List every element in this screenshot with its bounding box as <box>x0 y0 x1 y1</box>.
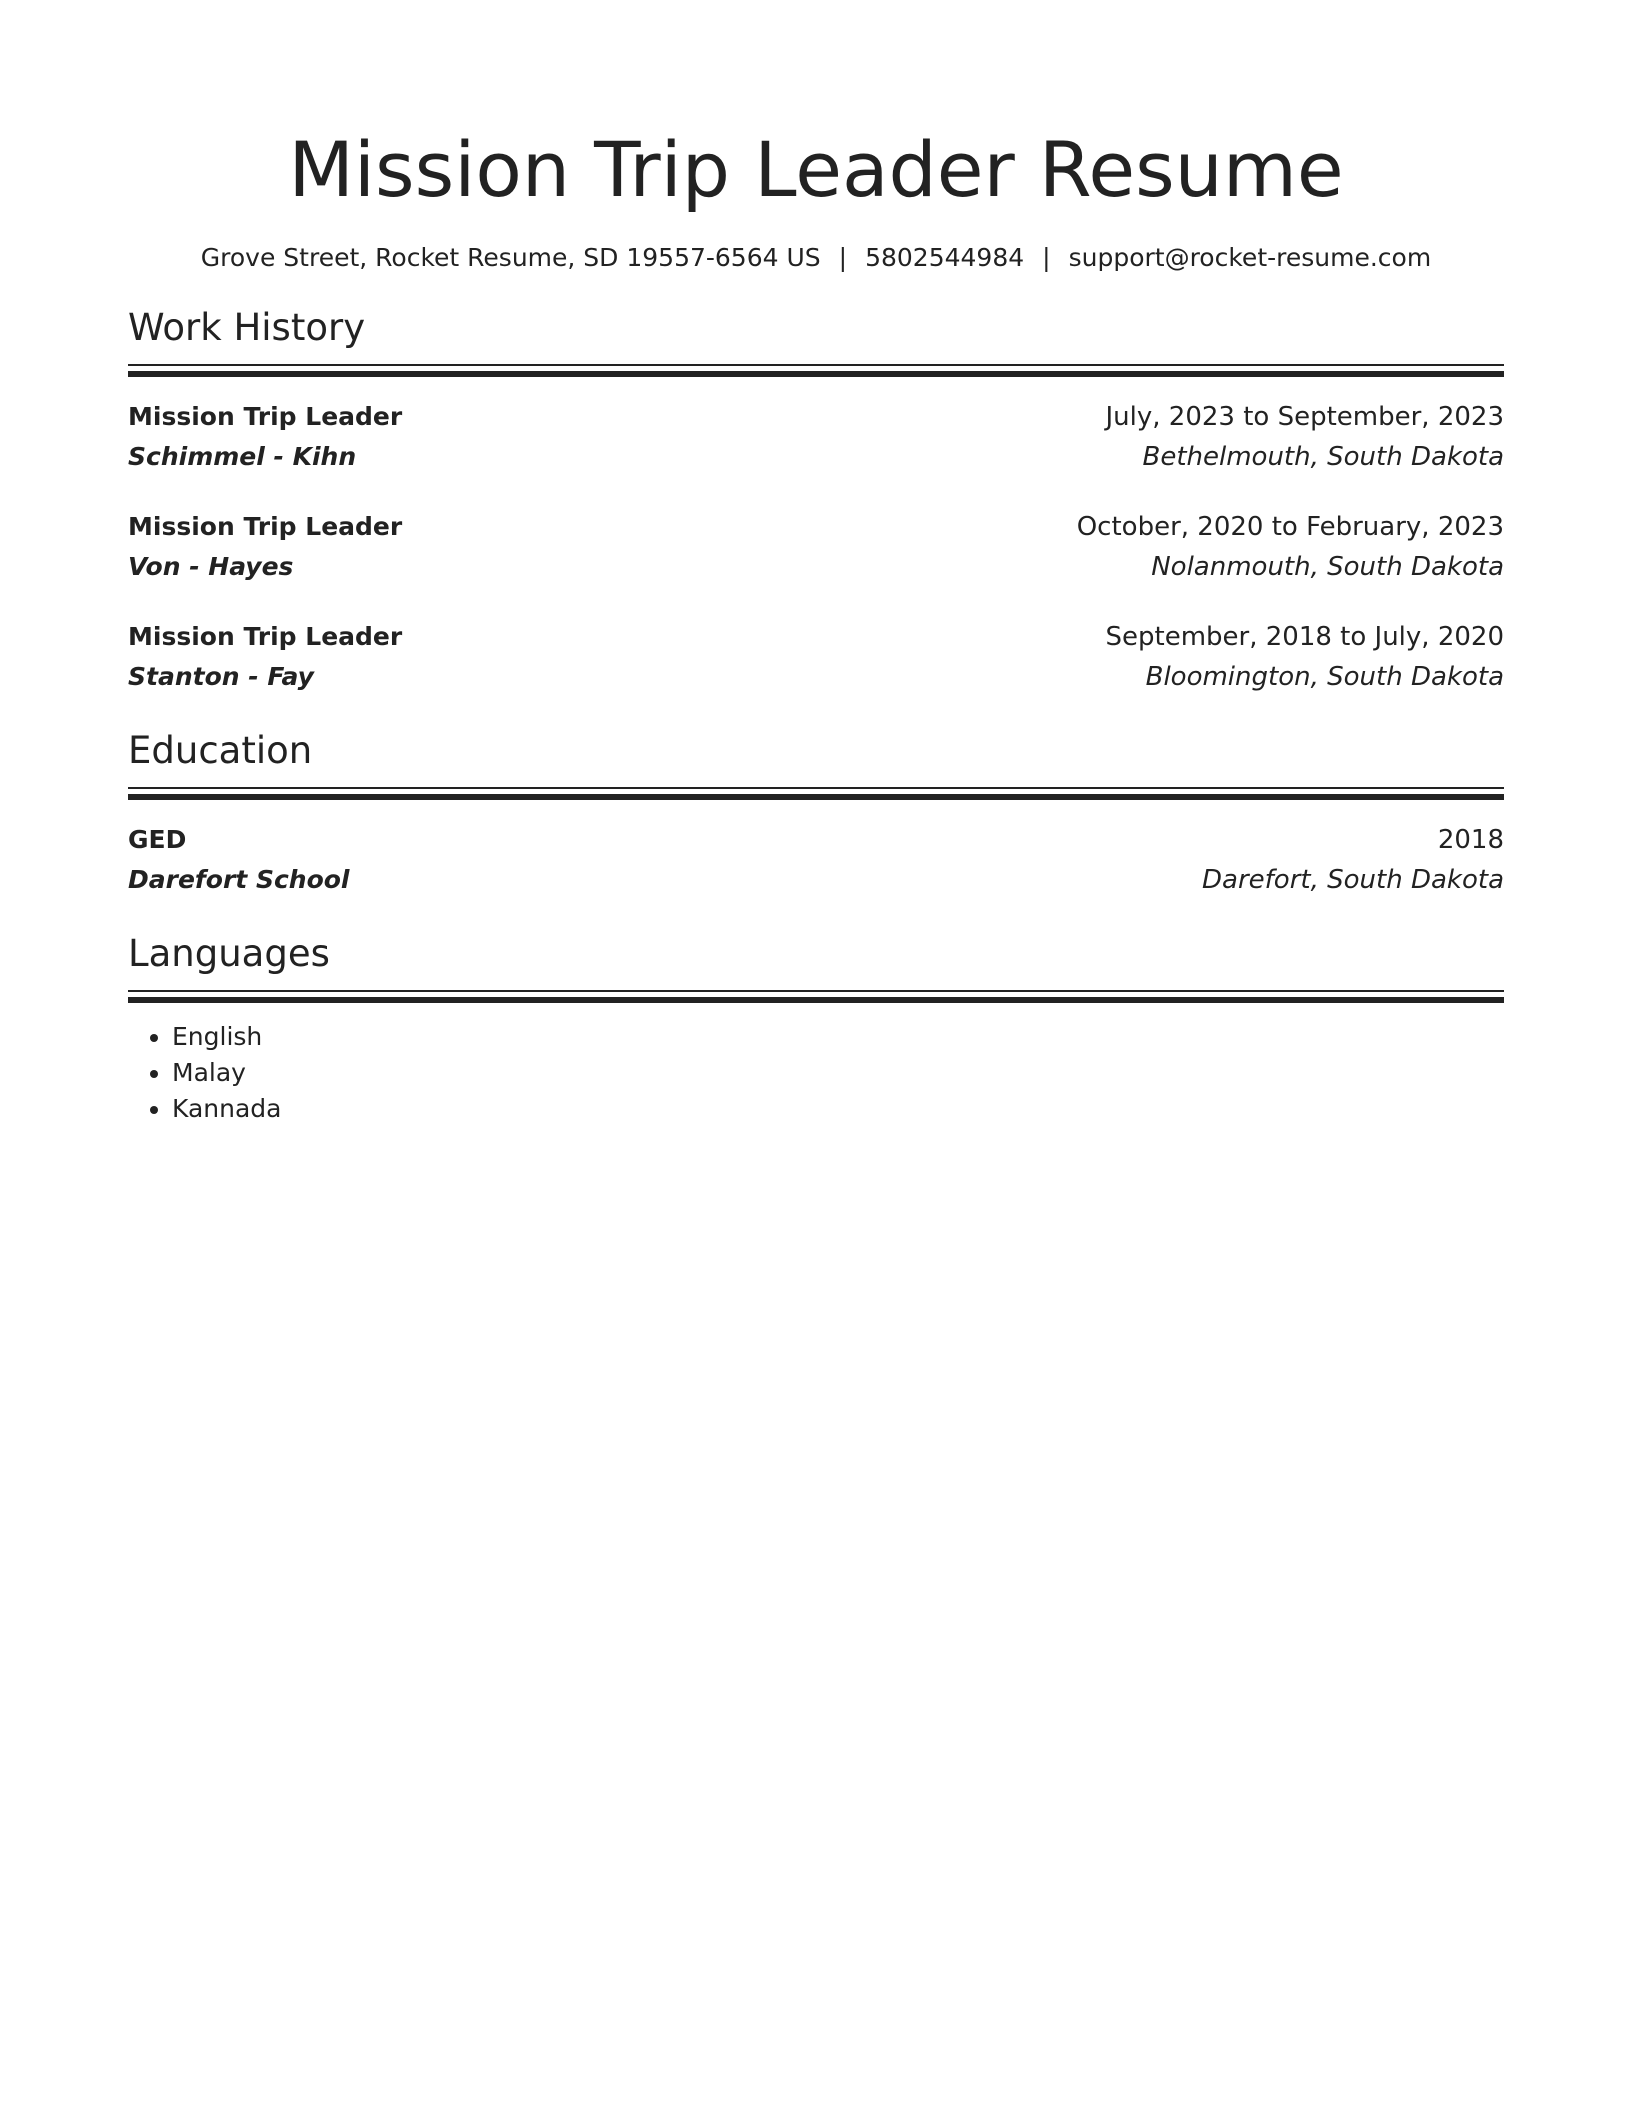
job-dates: September, 2018 to July, 2020 <box>1105 622 1504 652</box>
contact-address: Grove Street, Rocket Resume, SD 19557-6564 US <box>200 243 821 272</box>
section-heading-languages: Languages <box>128 932 330 975</box>
contact-email: support@rocket-resume.com <box>1068 243 1432 272</box>
job-role: Mission Trip Leader <box>128 622 403 651</box>
education-entry <box>128 820 1504 900</box>
contact-separator: | <box>838 243 848 272</box>
list-item: • Malay <box>172 1055 1504 1091</box>
job-dates: October, 2020 to February, 2023 <box>1076 512 1504 542</box>
education-year: 2018 <box>1437 825 1504 855</box>
job-role: Mission Trip Leader <box>128 512 403 541</box>
job-location: Nolanmouth, South Dakota <box>1151 552 1504 582</box>
languages-section <box>128 930 1504 1127</box>
education-degree: GED <box>128 825 187 854</box>
resume-page <box>128 0 1504 1127</box>
education-section <box>128 727 1504 900</box>
job-company: Schimmel - Kihn <box>128 442 357 471</box>
education-school: Darefort School <box>128 865 350 894</box>
section-divider <box>128 787 1504 800</box>
job-company: Stanton - Fay <box>128 662 314 691</box>
job-entry <box>128 397 1504 477</box>
job-company: Von - Hayes <box>128 552 294 581</box>
resume-title: Mission Trip Leader Resume <box>288 125 1344 214</box>
languages-list <box>128 1019 1504 1127</box>
section-divider <box>128 364 1504 377</box>
section-heading-education: Education <box>128 729 313 772</box>
job-location: Bloomington, South Dakota <box>1145 662 1504 692</box>
contact-phone: 5802544984 <box>865 243 1025 272</box>
job-role: Mission Trip Leader <box>128 402 403 431</box>
work-history-section <box>128 304 1504 697</box>
job-entry <box>128 617 1504 697</box>
list-item: • Kannada <box>172 1091 1504 1127</box>
job-entry <box>128 507 1504 587</box>
contact-separator: | <box>1042 243 1051 272</box>
section-divider <box>128 990 1504 1003</box>
contact-line <box>128 242 1504 274</box>
section-heading-work-history: Work History <box>128 306 366 349</box>
job-location: Bethelmouth, South Dakota <box>1142 442 1504 472</box>
list-item: • English <box>172 1019 1504 1055</box>
job-dates: July, 2023 to September, 2023 <box>1105 402 1504 432</box>
education-location: Darefort, South Dakota <box>1202 865 1504 895</box>
